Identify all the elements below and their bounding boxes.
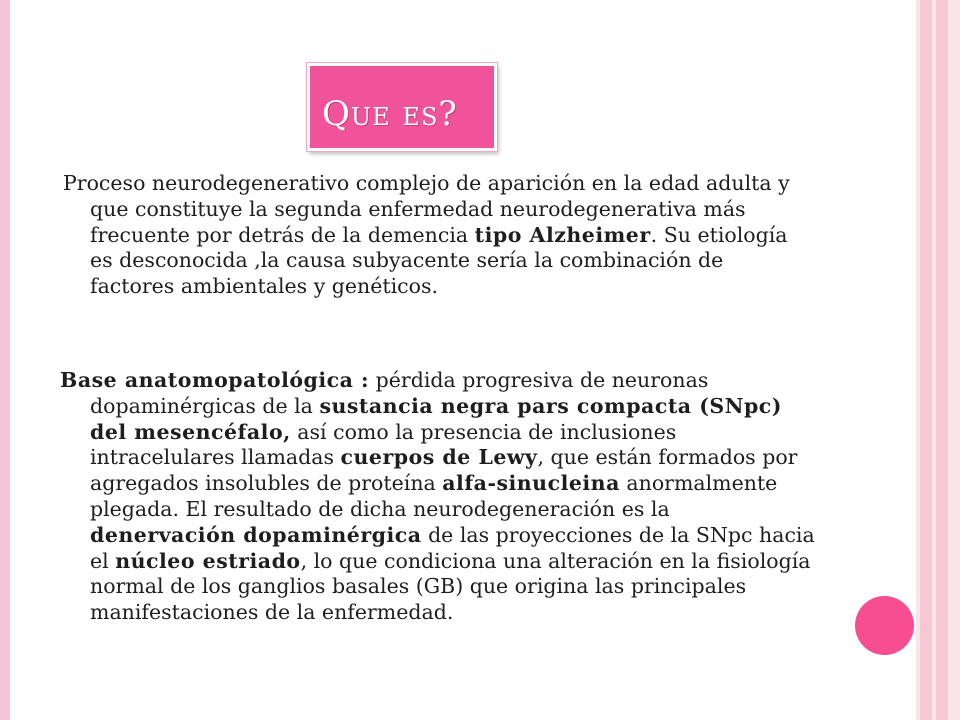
text-run: . Su etiología es desconocida ,la causa subyacente sería la combinación de factores ambientales y genéticos. [90,222,788,299]
paragraph-definition [63,171,810,300]
bold-term: núcleo estriado [115,548,301,573]
decorative-circle [855,596,914,655]
paragraph-pathology [60,368,820,626]
slide-title: Que es? [322,94,458,134]
bold-term: Base anatomopatológica : [60,368,370,392]
text-run: de las proyecciones de la SNpc hacia el [90,522,815,573]
text-run: anormalmente plegada. El resultado de dicha neurodegeneración es la [90,471,778,521]
text-run: Proceso neurodegenerativo complejo de aparición en la edad adulta y que constituye la segunda enfermedad neurodegenerativa más frecuente por detrás de la demencia [63,171,790,247]
right-stripe-decoration [936,0,948,720]
right-stripe-decoration [948,0,960,720]
text-run: , que están formados por agregados insolubles de proteína [90,445,798,496]
text-run: pérdida progresiva de neuronas dopaminérgicas de la [90,368,709,418]
bold-term: sustancia negra pars compacta (SNpc) del mesencéfalo, [90,393,782,444]
text-run: , lo que condiciona una alteración en la fisiología normal de los ganglios basales (GB) que origina las principales manifestaciones de la enfermedad. [90,548,811,625]
bold-term: alfa-sinucleina [442,471,620,496]
bold-term: cuerpos de Lewy [340,445,538,470]
bold-term: denervación dopaminérgica [90,522,422,547]
left-border-decoration [0,0,10,720]
right-stripe-decoration [920,0,932,720]
bold-term: tipo Alzheimer [474,222,651,247]
text-run: así como la presencia de inclusiones intracelulares llamadas [90,419,677,470]
title-box [307,63,497,151]
